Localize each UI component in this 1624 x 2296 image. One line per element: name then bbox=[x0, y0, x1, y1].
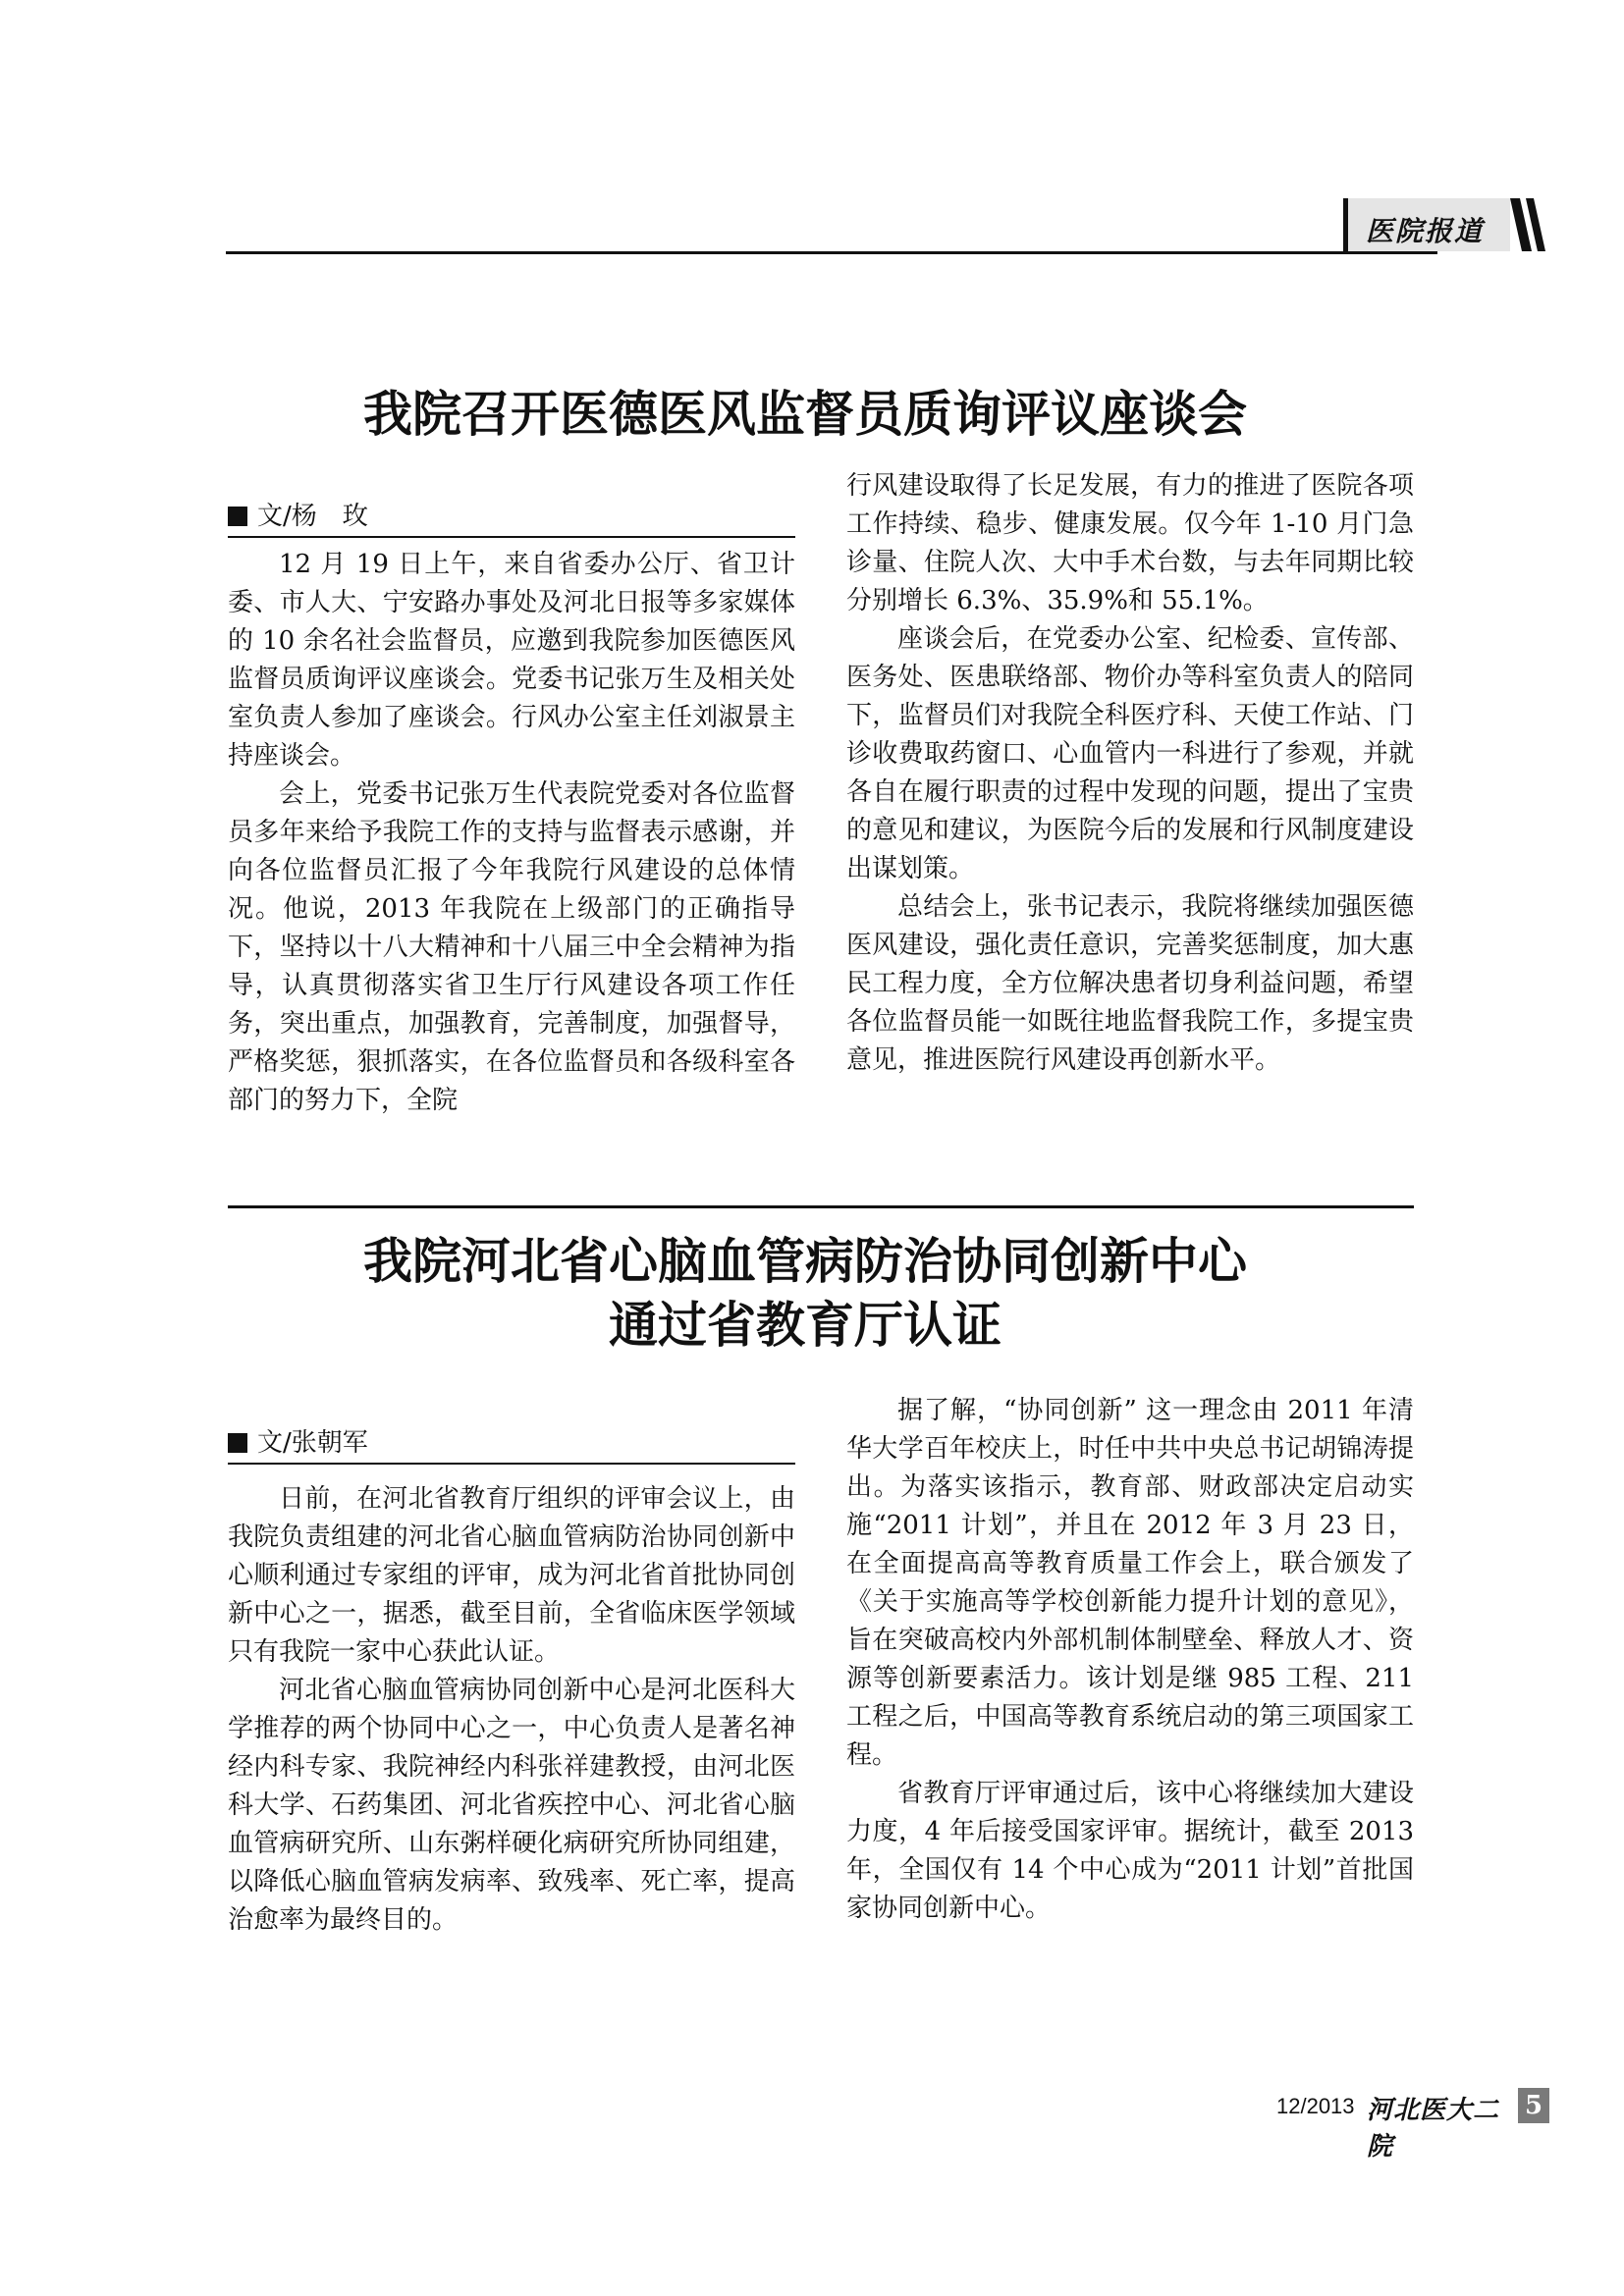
article1-left-column bbox=[228, 546, 795, 1120]
article2-byline-text: 文/张朝军 bbox=[257, 1428, 368, 1458]
article2-left-column bbox=[228, 1480, 795, 1940]
byline-square-icon bbox=[228, 507, 247, 526]
article1-left-paragraph: 12 月 19 日上午，来自省委办公厅、省卫计委、市人大、宁安路办事处及河北日报等多家媒体的 10 余名社会监督员，应邀到我院参加医德医风监督员质询评议座谈会。党委书记张万生及相关处室负责人参加了座谈会。行风办公室主任刘淑景主持座谈会。 bbox=[228, 550, 795, 771]
footer-date: 12/2013 bbox=[1276, 2094, 1355, 2118]
article1-right-column bbox=[846, 467, 1414, 1080]
article-divider bbox=[228, 1205, 1414, 1208]
header-rule bbox=[226, 251, 1437, 254]
section-tab bbox=[1343, 198, 1510, 251]
article2-right-column bbox=[846, 1392, 1414, 1928]
article1-right-paragraph: 总结会上，张书记表示，我院将继续加强医德医风建设，强化责任意识，完善奖惩制度，加大惠民工程力度，全方位解决患者切身利益问题，希望各位监督员能一如既往地监督我院工作，多提宝贵意见，推进医院行风建设再创新水平。 bbox=[846, 892, 1414, 1075]
article2-byline bbox=[228, 1423, 795, 1465]
footer-magazine-name: 河北医大二院 bbox=[1367, 2096, 1500, 2162]
article1-byline bbox=[228, 497, 795, 538]
page-number: 5 bbox=[1518, 2088, 1549, 2123]
article1-title: 我院召开医德医风监督员质询评议座谈会 bbox=[363, 386, 1247, 443]
article1-right-lead: 行风建设取得了长足发展，有力的推进了医院各项工作持续、稳步、健康发展。仅今年 1-10 月门急诊量、住院人次、大中手术台数，与去年同期比较分别增长 6.3%、35.9%和 55.1%。 bbox=[846, 471, 1414, 615]
article2-right-paragraph: 据了解，“协同创新” 这一理念由 2011 年清华大学百年校庆上，时任中共中央总书记胡锦涛提出。为落实该指示，教育部、财政部决定启动实施“2011 计划”，并且在 2012 年 3 月 23 日，在全面提高高等教育质量工作会上，联合颁发了《关于实施高等学校创新能力提升计划的意见》，旨在突破高校内外部机制体制壁垒、释放人才、资源等创新要素活力。该计划是继 985 工程、211 工程之后，中国高等教育系统启动的第三项国家工程。 bbox=[846, 1396, 1414, 1770]
article1-byline-text: 文/杨 玫 bbox=[257, 502, 368, 531]
section-label: 医院报道 bbox=[1366, 215, 1485, 247]
article2-title-line2: 通过省教育厅认证 bbox=[609, 1297, 1001, 1354]
article1-right-paragraph: 座谈会后，在党委办公室、纪检委、宣传部、医务处、医患联络部、物价办等科室负责人的陪同下，监督员们对我院全科医疗科、天使工作站、门诊收费取药窗口、心血管内一科进行了参观，并就各自在履行职责的过程中发现的问题，提出了宝贵的意见和建议，为医院今后的发展和行风制度建设出谋划策。 bbox=[846, 624, 1414, 883]
article1-left-paragraph: 会上，党委书记张万生代表院党委对各位监督员多年来给予我院工作的支持与监督表示感谢，并向各位监督员汇报了今年我院行风建设的总体情况。他说，2013 年我院在上级部门的正确指导下，坚持以十八大精神和十八届三中全会精神为指导，认真贯彻落实省卫生厅行风建设各项工作任务，突出重点，加强教育，完善制度，加强督导，严格奖惩，狠抓落实，在各位监督员和各级科室各部门的努力下，全院 bbox=[228, 779, 795, 1115]
article2-left-paragraph: 河北省心脑血管病协同创新中心是河北医科大学推荐的两个协同中心之一，中心负责人是著名神经内科专家、我院神经内科张祥建教授，由河北医科大学、石药集团、河北省疾控中心、河北省心脑血管病研究所、山东粥样硬化病研究所协同组建，以降低心脑血管病发病率、致残率、死亡率，提高治愈率为最终目的。 bbox=[228, 1676, 795, 1935]
tab-stripes-decoration bbox=[1510, 198, 1549, 251]
article2-right-paragraph: 省教育厅评审通过后，该中心将继续加大建设力度，4 年后接受国家评审。据统计，截至 2013 年，全国仅有 14 个中心成为“2011 计划”首批国家协同创新中心。 bbox=[846, 1779, 1414, 1923]
article2-title-line1: 我院河北省心脑血管病防治协同创新中心 bbox=[363, 1233, 1247, 1290]
byline-square-icon bbox=[228, 1433, 247, 1453]
article2-left-paragraph: 日前，在河北省教育厅组织的评审会议上，由我院负责组建的河北省心脑血管病防治协同创新中心顺利通过专家组的评审，成为河北省首批协同创新中心之一，据悉，截至目前，全省临床医学领域只有我院一家中心获此认证。 bbox=[228, 1484, 795, 1667]
